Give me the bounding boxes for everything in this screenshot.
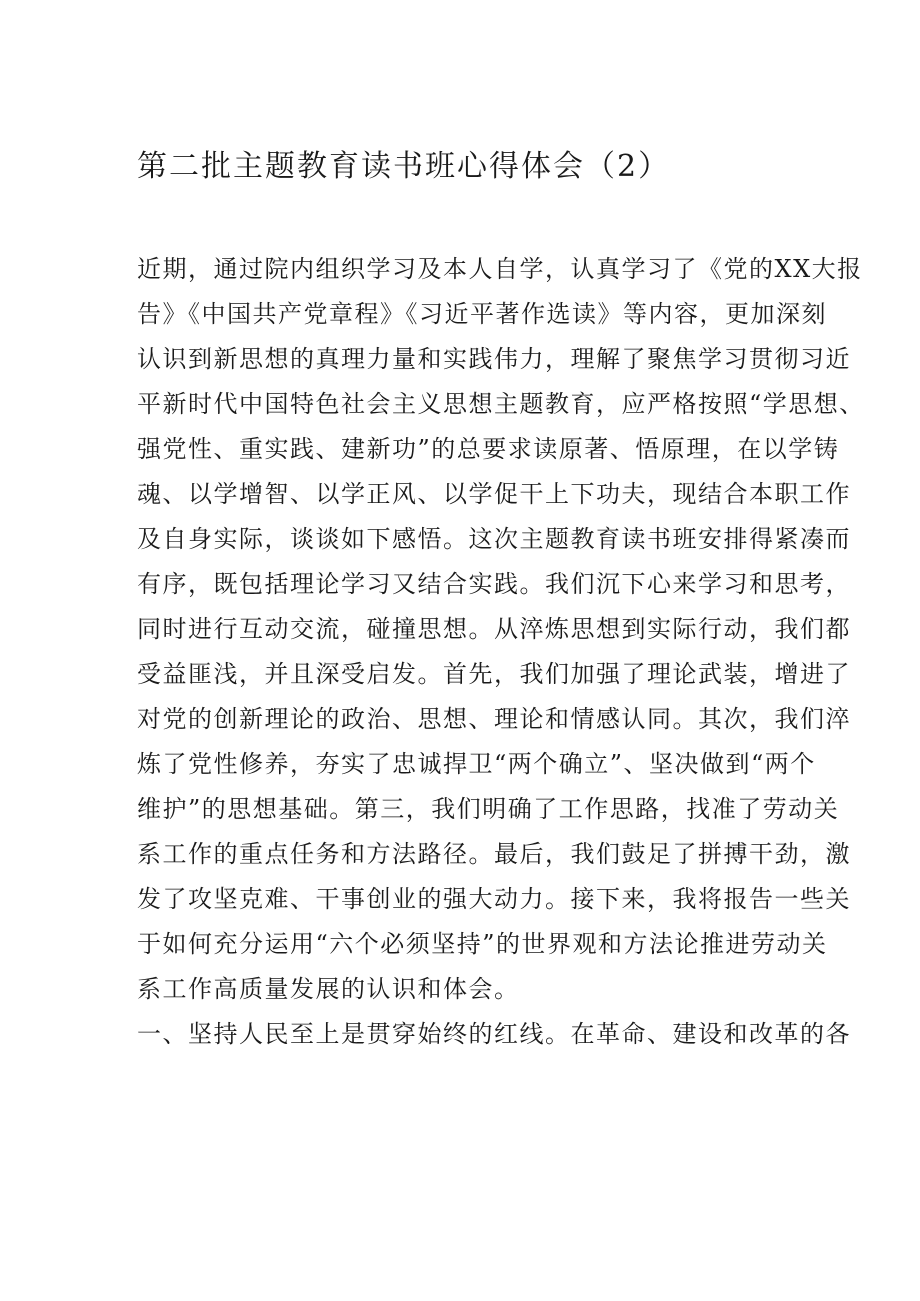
document-body: [137, 247, 865, 1057]
text-line: 发了攻坚克难、干事创业的强大动力。接下来，我将报告一些关: [137, 885, 851, 913]
section-heading-line: 一、坚持人民至上是贯穿始终的红线。在革命、建设和改革的各: [137, 1020, 851, 1048]
text-line: 对党的创新理论的政治、思想、理论和情感认同。其次，我们淬: [137, 705, 851, 733]
text-line: 于如何充分运用“六个必须坚持”的世界观和方法论推进劳动关: [137, 930, 828, 958]
text-line: 炼了党性修养，夯实了忠诚捍卫“两个确立”、坚决做到“两个: [137, 750, 816, 778]
text-line: 系工作高质量发展的认识和体会。: [137, 975, 520, 1003]
text-line: 告》《中国共产党章程》《习近平著作选读》等内容，更加深刻: [137, 300, 827, 328]
text-line: 平新时代中国特色社会主义思想主题教育，应严格按照“学思想、: [137, 390, 865, 418]
text-line: 认识到新思想的真理力量和实践伟力，理解了聚焦学习贯彻习近: [137, 345, 851, 373]
text-line: 受益匪浅，并且深受启发。首先，我们加强了理论武装，增进了: [137, 660, 851, 688]
text-line: 有序，既包括理论学习又结合实践。我们沉下心来学习和思考，: [137, 570, 851, 598]
document-title: 第二批主题教育读书班心得体会（2）: [137, 149, 671, 184]
text-line: 同时进行互动交流，碰撞思想。从淬炼思想到实际行动，我们都: [137, 615, 851, 643]
text-line: 系工作的重点任务和方法路径。最后，我们鼓足了拼搏干劲，激: [137, 840, 851, 868]
text-line: 强党性、重实践、建新功”的总要求读原著、悟原理，在以学铸: [137, 435, 840, 463]
text-line: 及自身实际，谈谈如下感悟。这次主题教育读书班安排得紧凑而: [137, 525, 851, 553]
text-line: 魂、以学增智、以学正风、以学促干上下功夫，现结合本职工作: [137, 480, 851, 508]
text-line: 维护”的思想基础。第三，我们明确了工作思路，找准了劳动关: [137, 795, 840, 823]
text-line: 近期，通过院内组织学习及本人自学，认真学习了《党的XX大报: [137, 255, 863, 283]
